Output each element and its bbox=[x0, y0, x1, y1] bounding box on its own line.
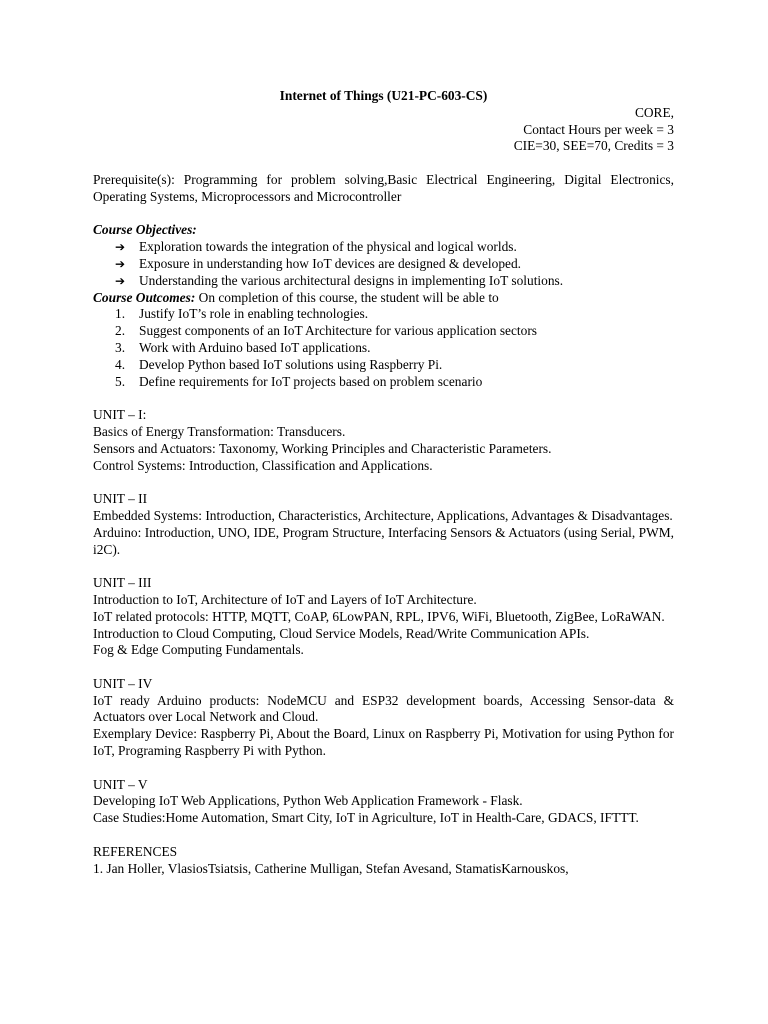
outcome-item bbox=[115, 323, 674, 340]
spacer bbox=[93, 659, 674, 676]
prerequisites: Prerequisite(s): Programming for problem solving,Basic Electrical Engineering, Digital Electronics, Operating Systems, Microprocessors and Microcontroller bbox=[93, 171, 674, 204]
objective-item bbox=[115, 273, 674, 290]
objectives-heading: Course Objectives: bbox=[93, 222, 197, 238]
objective-text: Exposure in understanding how IoT devices are designed & developed. bbox=[139, 255, 522, 271]
objective-text: Exploration towards the integration of the physical and logical worlds. bbox=[139, 239, 517, 255]
spacer bbox=[93, 760, 674, 777]
outcome-text: Define requirements for IoT projects based on problem scenario bbox=[139, 373, 483, 389]
outcome-number: 3. bbox=[115, 339, 126, 355]
outcome-item bbox=[115, 357, 674, 374]
objective-text: Understanding the various architectural designs in implementing IoT solutions. bbox=[139, 272, 564, 288]
references-heading: REFERENCES bbox=[93, 843, 178, 859]
unit-title: UNIT – II bbox=[93, 491, 148, 507]
unit-topic: Exemplary Device: Raspberry Pi, About the Board, Linux on Raspberry Pi, Motivation for using Python for IoT, Programing Raspberry Pi with Python. bbox=[93, 726, 674, 759]
unit-topic: IoT ready Arduino products: NodeMCU and ESP32 development boards, Accessing Sensor-data & Actuators over Local Network and Cloud. bbox=[93, 692, 674, 725]
unit-topic: Fog & Edge Computing Fundamentals. bbox=[93, 642, 304, 658]
outcome-number: 5. bbox=[115, 373, 126, 389]
unit-topic: Introduction to Cloud Computing, Cloud Service Models, Read/Write Communication APIs. bbox=[93, 625, 590, 641]
unit-topic: IoT related protocols: HTTP, MQTT, CoAP, 6LowPAN, RPL, IPV6, WiFi, Bluetooth, ZigBee, LoRaWAN. bbox=[93, 608, 665, 624]
outcome-item bbox=[115, 374, 674, 391]
spacer bbox=[93, 390, 674, 407]
contact-hours: Contact Hours per week = 3 bbox=[523, 121, 674, 137]
outcomes-line bbox=[93, 290, 674, 307]
unit-topic: Basics of Energy Transformation: Transducers. bbox=[93, 423, 346, 439]
course-title: Internet of Things (U21-PC-603-CS) bbox=[279, 88, 488, 103]
unit-5 bbox=[93, 777, 674, 827]
unit-topic: Control Systems: Introduction, Classification and Applications. bbox=[93, 457, 433, 473]
unit-topic: Case Studies:Home Automation, Smart City, IoT in Agriculture, IoT in Health-Care, GDACS, IFTTT. bbox=[93, 810, 639, 826]
unit-2 bbox=[93, 491, 674, 558]
marks-credits: CIE=30, SEE=70, Credits = 3 bbox=[513, 138, 674, 154]
outcome-item bbox=[115, 340, 674, 357]
unit-1 bbox=[93, 407, 674, 474]
outcome-number: 4. bbox=[115, 356, 126, 372]
spacer bbox=[93, 558, 674, 575]
unit-4 bbox=[93, 676, 674, 760]
unit-topic: Sensors and Actuators: Taxonomy, Working Principles and Characteristic Parameters. bbox=[93, 440, 552, 456]
unit-topic: Arduino: Introduction, UNO, IDE, Program Structure, Interfacing Sensors & Actuators (using Serial, PWM, i2C). bbox=[93, 524, 674, 557]
reference-item: 1. Jan Holler, VlasiosTsiatsis, Catherine Mulligan, Stefan Avesand, StamatisKarnouskos, bbox=[93, 860, 569, 876]
unit-topic: Introduction to IoT, Architecture of IoT and Layers of IoT Architecture. bbox=[93, 591, 477, 607]
objective-item bbox=[115, 256, 674, 273]
spacer bbox=[93, 206, 674, 223]
course-category: CORE, bbox=[634, 104, 674, 120]
unit-title: UNIT – I: bbox=[93, 407, 147, 423]
spacer bbox=[93, 827, 674, 844]
arrow-bullet-icon: ➔ bbox=[115, 240, 126, 255]
syllabus-page bbox=[93, 88, 674, 877]
references bbox=[93, 844, 674, 878]
outcome-item bbox=[115, 306, 674, 323]
outcomes-intro: On completion of this course, the student will be able to bbox=[195, 289, 499, 305]
outcome-number: 2. bbox=[115, 323, 126, 339]
unit-3 bbox=[93, 575, 674, 659]
unit-title: UNIT – III bbox=[93, 575, 152, 591]
outcome-text: Work with Arduino based IoT applications. bbox=[139, 339, 371, 355]
outcome-text: Suggest components of an IoT Architecture for various application sectors bbox=[139, 323, 538, 339]
unit-topic: Developing IoT Web Applications, Python Web Application Framework - Flask. bbox=[93, 793, 523, 809]
objective-item bbox=[115, 239, 674, 256]
outcomes-list bbox=[93, 306, 674, 390]
objectives-list bbox=[93, 239, 674, 289]
spacer bbox=[93, 474, 674, 491]
outcome-text: Develop Python based IoT solutions using Raspberry Pi. bbox=[139, 356, 443, 372]
outcome-number: 1. bbox=[115, 306, 126, 322]
arrow-bullet-icon: ➔ bbox=[115, 273, 126, 288]
outcome-text: Justify IoT’s role in enabling technologies. bbox=[139, 306, 369, 322]
unit-topic: Embedded Systems: Introduction, Characteristics, Architecture, Applications, Advantages & Disadvantages. bbox=[93, 507, 673, 523]
arrow-bullet-icon: ➔ bbox=[115, 256, 126, 271]
outcomes-heading: Course Outcomes: bbox=[93, 289, 196, 305]
unit-title: UNIT – V bbox=[93, 776, 148, 792]
unit-title: UNIT – IV bbox=[93, 675, 153, 691]
spacer bbox=[93, 155, 674, 172]
